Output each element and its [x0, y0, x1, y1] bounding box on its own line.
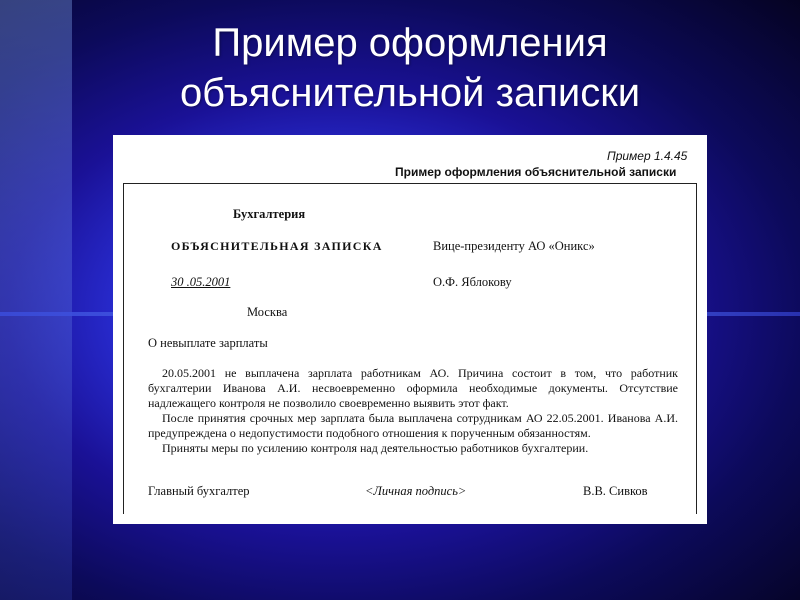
signature-placeholder: <Личная подпись> [365, 484, 467, 498]
background-stripe [0, 0, 72, 600]
signer-position: Главный бухгалтер [148, 484, 250, 498]
example-title: Пример оформления объяснительной записки [395, 165, 677, 179]
document-scan [113, 135, 707, 524]
department-name: Бухгалтерия [233, 207, 306, 221]
slide-title-line-2: объяснительной записки [179, 71, 641, 115]
slide-title-line-1: Пример оформления [212, 21, 608, 65]
addressee-name: О.Ф. Яблокову [433, 275, 512, 289]
body-paragraph-2: После принятия срочных мер зарплата была выплачена сотрудникам АО 22.05.2001. Иванова А.И. предупреждена о недопустимости подобного отношения к порученным обязанностям. [148, 411, 678, 440]
signer-name: В.В. Сивков [583, 484, 648, 498]
document-place: Москва [247, 305, 288, 319]
body-paragraph-1: 20.05.2001 не выплачена зарплата работникам АО. Причина состоит в том, что работник бухгалтерии Иванова А.И. несвоевременно оформила необходимые документы. Отсутствие надлежащего контроля не позволило своевременно выявить этот факт. [148, 366, 678, 410]
document-date-line [171, 275, 230, 290]
document-subject: О невыплате зарплаты [148, 336, 268, 350]
document-body [148, 366, 678, 456]
example-number: Пример 1.4.45 [607, 149, 688, 163]
slide-title [80, 18, 740, 118]
document-date: 30 .05.2001 [171, 275, 231, 289]
addressee-position: Вице-президенту АО «Оникс» [433, 239, 595, 253]
body-paragraph-3: Приняты меры по усилению контроля над деятельностью работников бухгалтерии. [162, 441, 589, 455]
document-type-heading: ОБЪЯСНИТЕЛЬНАЯ ЗАПИСКА [171, 239, 383, 253]
